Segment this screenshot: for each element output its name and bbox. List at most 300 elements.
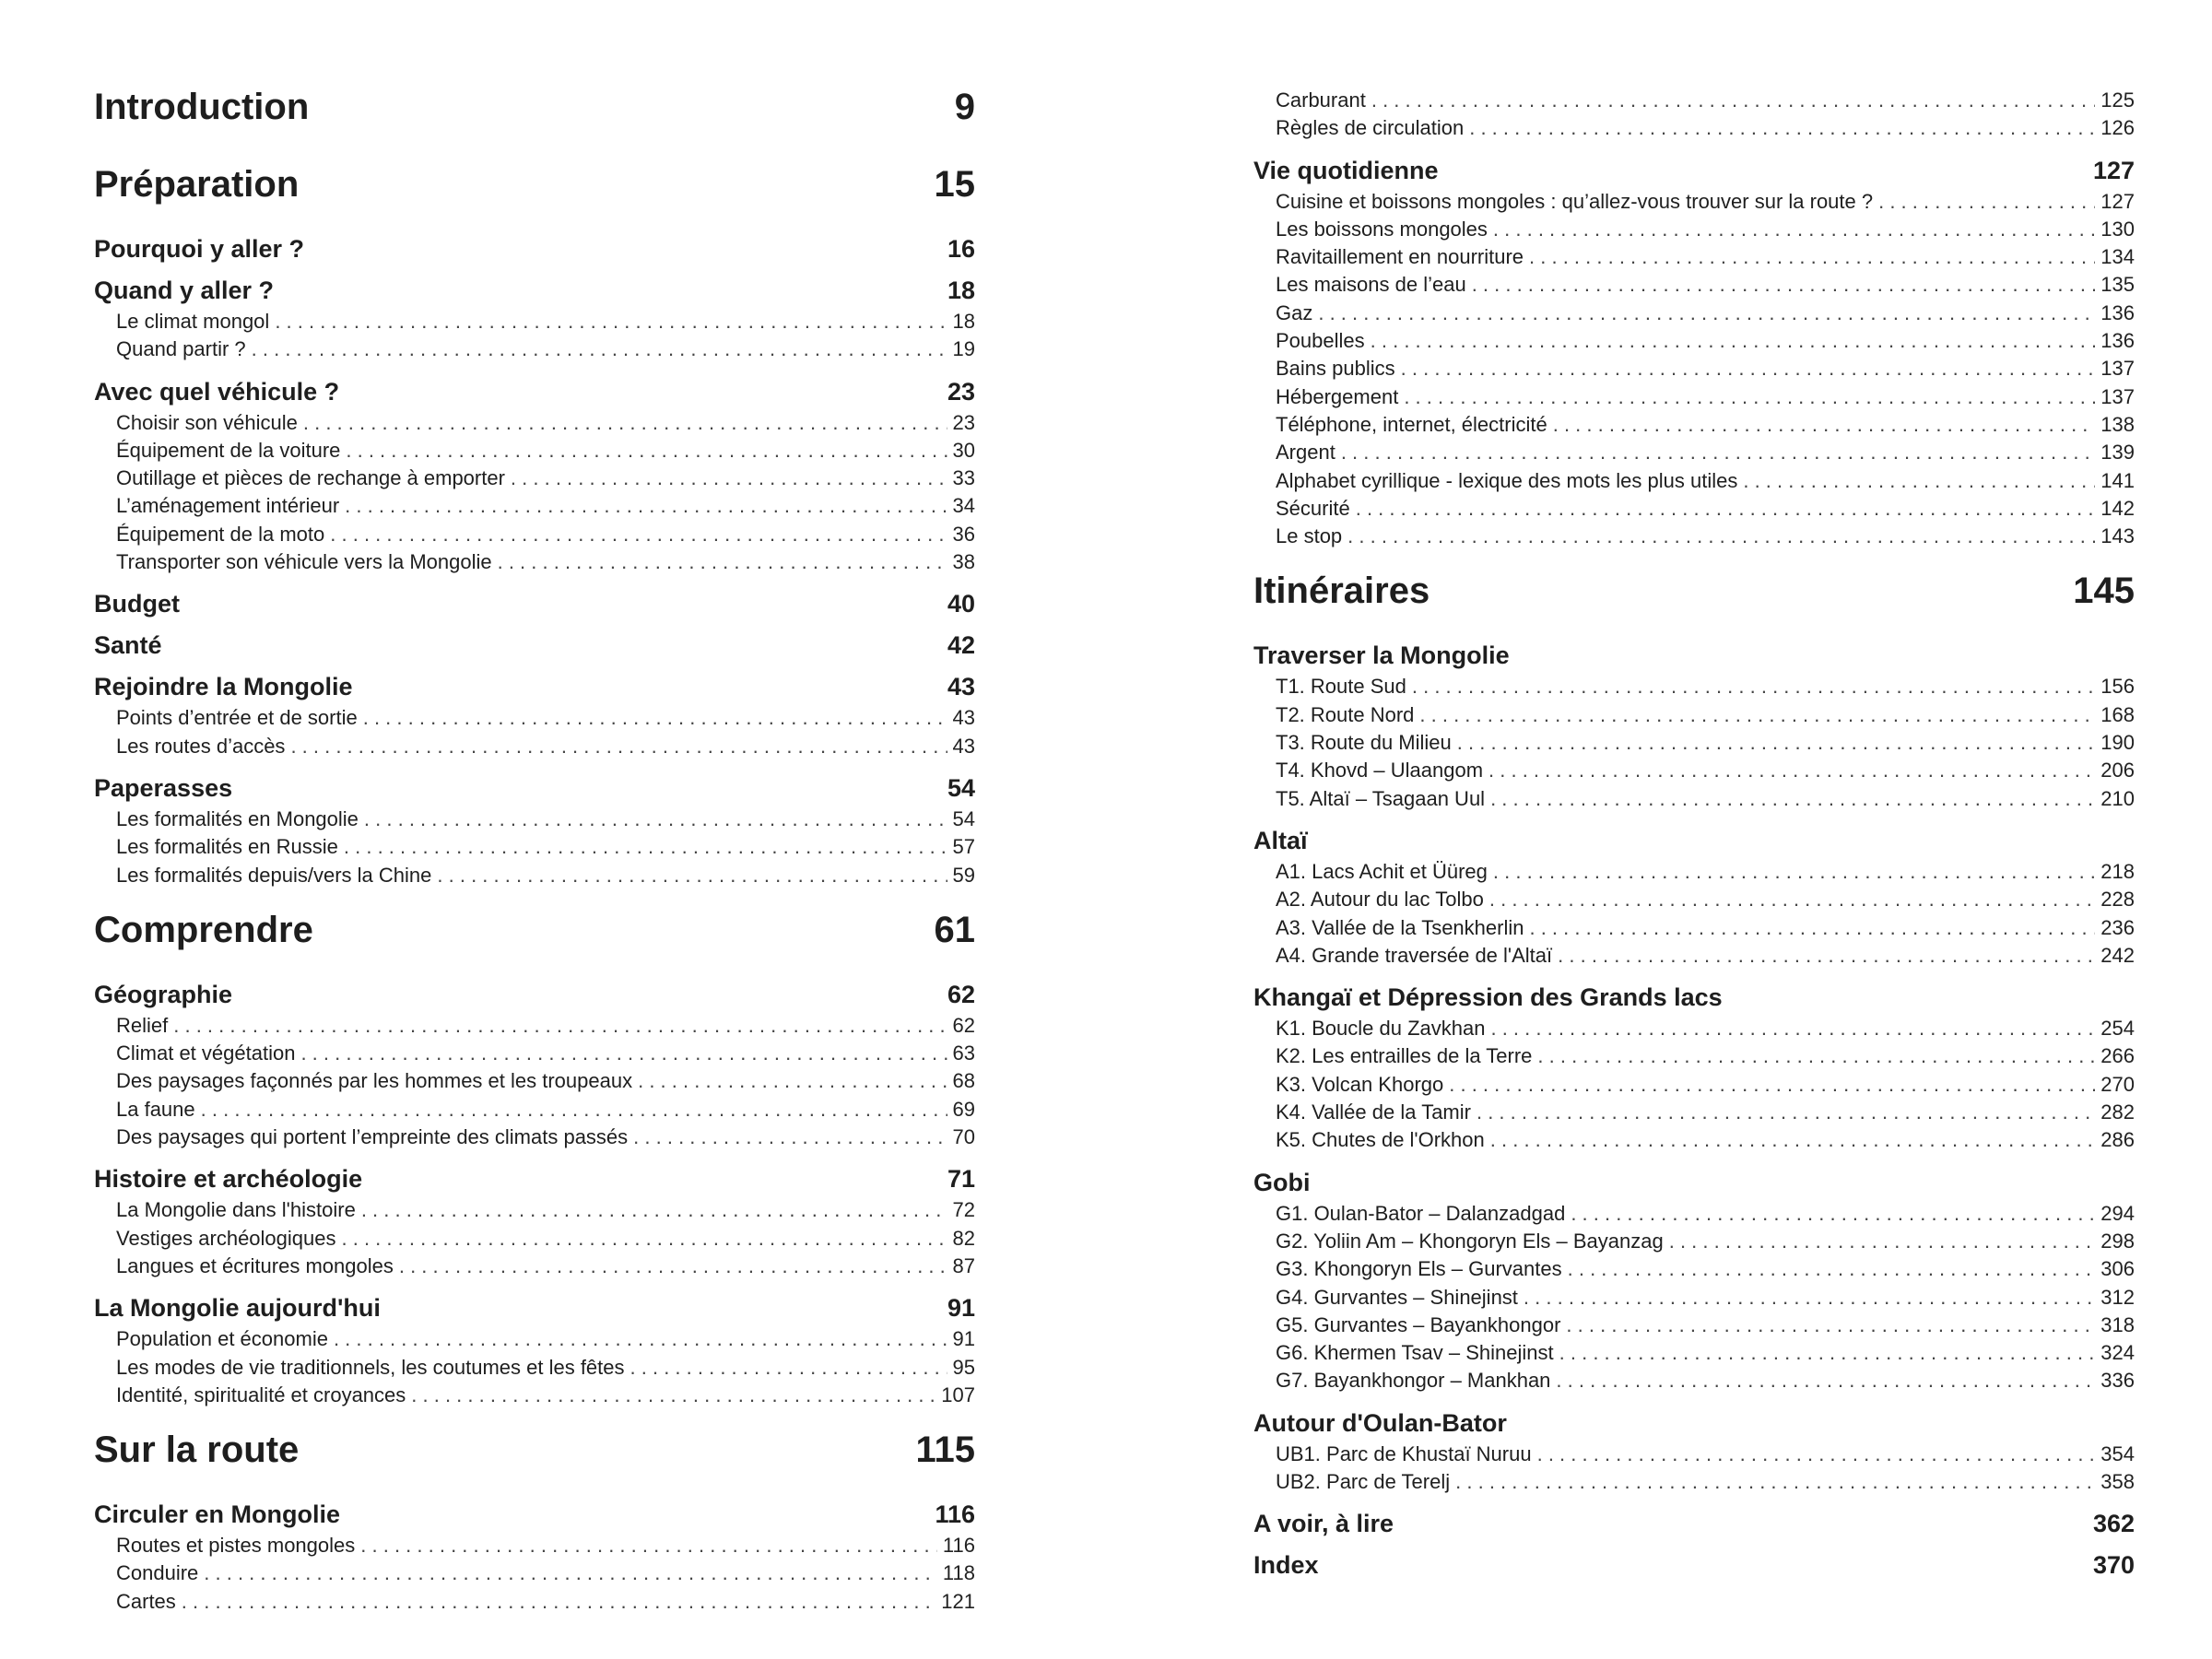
toc-entry-label: Poubelles	[1276, 329, 1365, 353]
dot-leader	[1477, 1100, 2095, 1124]
toc-page-number: 118	[942, 1561, 975, 1585]
toc-page-number: 145	[2073, 571, 2135, 612]
toc-entry-vestiges-archeologiques[interactable]	[94, 1227, 975, 1254]
toc-part-preparation[interactable]	[94, 149, 975, 221]
dot-leader	[201, 1098, 947, 1122]
toc-entry-g6-khermen-tsav-shinejinst[interactable]	[1253, 1341, 2135, 1369]
toc-entry-label: T1. Route Sud	[1276, 675, 1406, 699]
toc-entry-label: Vestiges archéologiques	[116, 1226, 336, 1250]
toc-entry-label: K2. Les entrailles de la Terre	[1276, 1044, 1533, 1068]
toc-entry-t4-khovd-ulaangom[interactable]	[1253, 759, 2135, 786]
toc-page-number: 242	[2100, 943, 2135, 967]
toc-page-number: 43	[952, 706, 975, 730]
toc-entry-t2-route-nord[interactable]	[1253, 703, 2135, 731]
toc-page-number: 125	[2100, 88, 2135, 112]
dot-leader	[1537, 1442, 2096, 1466]
dot-leader	[290, 735, 947, 759]
toc-entry-label: Équipement de la voiture	[116, 438, 341, 462]
dot-leader	[1490, 787, 2095, 811]
toc-chap-label: Index	[1253, 1551, 1319, 1580]
toc-entry-label: Cartes	[116, 1589, 176, 1613]
toc-entry-label: Points d’entrée et de sortie	[116, 706, 358, 730]
toc-page-number: 15	[934, 164, 975, 205]
dot-leader	[346, 439, 947, 463]
dot-leader	[344, 835, 947, 859]
toc-page-number: 168	[2100, 702, 2135, 726]
toc-entry-label: Relief	[116, 1013, 169, 1037]
toc-page-number: 116	[942, 1534, 975, 1558]
toc-entry-label: UB2. Parc de Terelj	[1276, 1469, 1451, 1493]
toc-entry-label: A1. Lacs Achit et Üüreg	[1276, 859, 1488, 883]
toc-entry-la-mongolie-dans-l-histoire[interactable]	[94, 1198, 975, 1226]
dot-leader	[1537, 1044, 2095, 1068]
toc-entry-label: Identité, spiritualité et croyances	[116, 1382, 406, 1406]
dot-leader	[498, 550, 947, 574]
toc-entry-label: Climat et végétation	[116, 1041, 296, 1065]
dot-leader	[1490, 1128, 2096, 1152]
toc-entry-les-formalites-depuis-vers-la-chine[interactable]	[94, 864, 975, 891]
dot-leader	[1356, 497, 2096, 521]
dot-leader	[1743, 469, 2095, 493]
toc-part-label: Sur la route	[94, 1430, 300, 1471]
dot-leader	[1488, 759, 2095, 782]
dot-leader	[182, 1590, 935, 1614]
dot-leader	[1524, 1286, 2095, 1310]
dot-leader	[334, 1327, 947, 1351]
toc-entry-gaz[interactable]	[1253, 301, 2135, 329]
toc-chap-quand-y-aller[interactable]	[94, 268, 975, 310]
toc-entry-k5-chutes-de-l-orkhon[interactable]	[1253, 1128, 2135, 1156]
toc-page-number: 23	[952, 410, 975, 434]
toc-page-number: 38	[952, 550, 975, 574]
toc-part-sur-la-route[interactable]	[94, 1415, 975, 1487]
dot-leader	[1529, 916, 2095, 940]
toc-chap-label: La Mongolie aujourd'hui	[94, 1294, 381, 1323]
toc-entry-label: Population et économie	[116, 1327, 328, 1351]
toc-page-number: 127	[2092, 156, 2135, 184]
toc-entry-les-modes-de-vie-traditionnels-les-coutu[interactable]	[94, 1356, 975, 1383]
dot-leader	[1568, 1257, 2096, 1281]
toc-page-number: 57	[952, 835, 975, 859]
toc-page-number: 136	[2100, 329, 2135, 353]
toc-page-number: 62	[952, 1013, 975, 1037]
toc-page-number: 135	[2100, 273, 2135, 297]
toc-chap-label: Géographie	[94, 980, 233, 1008]
toc-chap-label: Santé	[94, 631, 162, 660]
dot-leader	[511, 466, 947, 490]
toc-page-number: 142	[2100, 496, 2135, 520]
toc-chap-label: Khangaï et Dépression des Grands lacs	[1253, 983, 1723, 1012]
toc-chap-histoire-et-archeologie[interactable]	[94, 1157, 975, 1198]
dot-leader	[1559, 1341, 2096, 1365]
toc-page-number: 87	[952, 1253, 975, 1277]
toc-entry-t1-route-sud[interactable]	[1253, 675, 2135, 702]
toc-page-number: 294	[2100, 1201, 2135, 1225]
toc-page-number: 54	[947, 773, 975, 802]
dot-leader	[633, 1125, 947, 1149]
toc-page-number: 30	[952, 438, 975, 462]
toc-entry-label: G1. Oulan-Bator – Dalanzadgad	[1276, 1201, 1566, 1225]
toc-entry-label: Des paysages qui portent l’empreinte des climats passés	[116, 1125, 629, 1149]
dot-leader	[1371, 329, 2096, 353]
dot-leader	[361, 1198, 947, 1222]
toc-entry-t3-route-du-milieu[interactable]	[1253, 731, 2135, 759]
dot-leader	[1566, 1313, 2095, 1337]
toc-entry-k2-les-entrailles-de-la-terre[interactable]	[1253, 1044, 2135, 1072]
toc-entry-conduire[interactable]	[94, 1561, 975, 1589]
dot-leader	[1472, 273, 2096, 297]
dot-leader	[342, 1227, 947, 1251]
dot-leader	[300, 1041, 947, 1065]
toc-page-number: 210	[2100, 786, 2135, 810]
dot-leader	[1878, 190, 2095, 214]
toc-page-number: 136	[2100, 300, 2135, 324]
dot-leader	[1529, 245, 2095, 269]
toc-chap-label: Pourquoi y aller ?	[94, 235, 305, 263]
toc-page-number: 318	[2100, 1312, 2135, 1336]
toc-page-number: 72	[952, 1198, 975, 1222]
toc-entry-les-maisons-de-l-eau[interactable]	[1253, 273, 2135, 300]
toc-entry-label: Conduire	[116, 1561, 199, 1585]
toc-chap-label: Traverser la Mongolie	[1253, 641, 1510, 670]
toc-entry-regles-de-circulation[interactable]	[1253, 116, 2135, 144]
toc-entry-label: Choisir son véhicule	[116, 410, 298, 434]
toc-entry-g7-bayankhongor-mankhan[interactable]	[1253, 1369, 2135, 1396]
toc-entry-label: Équipement de la moto	[116, 522, 325, 546]
toc-entry-g3-khongoryn-els-gurvantes[interactable]	[1253, 1257, 2135, 1285]
toc-chap-traverser-la-mongolie[interactable]	[1253, 633, 2135, 675]
toc-right-column	[1253, 88, 2135, 1584]
toc-chap-label: Gobi	[1253, 1168, 1311, 1196]
dot-leader	[1457, 731, 2096, 755]
dot-leader	[1347, 524, 2095, 548]
toc-part-introduction[interactable]	[94, 72, 975, 144]
toc-entry-points-d-entree-et-de-sortie[interactable]	[94, 706, 975, 734]
toc-chap-geographie[interactable]	[94, 972, 975, 1014]
toc-page-number: 206	[2100, 759, 2135, 782]
toc-page-number: 254	[2100, 1017, 2135, 1041]
toc-chap-label: Paperasses	[94, 773, 233, 802]
toc-page-number: 68	[952, 1069, 975, 1093]
toc-entry-label: K4. Vallée de la Tamir	[1276, 1100, 1471, 1124]
toc-chap-label: Budget	[94, 590, 180, 618]
toc-entry-poubelles[interactable]	[1253, 329, 2135, 357]
toc-entry-label: L’aménagement intérieur	[116, 494, 340, 518]
toc-page-number: 62	[947, 980, 975, 1008]
dot-leader	[173, 1014, 947, 1038]
toc-entry-label: G3. Khongoryn Els – Gurvantes	[1276, 1257, 1562, 1281]
toc-entry-argent[interactable]	[1253, 441, 2135, 468]
toc-entry-alphabet-cyrillique-lexique-des-mots-les[interactable]	[1253, 469, 2135, 497]
toc-page-number: 36	[952, 522, 975, 546]
toc-entry-bains-publics[interactable]	[1253, 357, 2135, 384]
toc-part-label: Introduction	[94, 87, 310, 127]
toc-entry-le-stop[interactable]	[1253, 524, 2135, 552]
dot-leader	[1553, 413, 2096, 437]
toc-page-number: 61	[934, 909, 975, 950]
toc-entry-les-boissons-mongoles[interactable]	[1253, 218, 2135, 245]
toc-page-number: 324	[2100, 1341, 2135, 1365]
dot-leader	[1341, 441, 2095, 465]
toc-page-number: 69	[952, 1097, 975, 1121]
toc-chap-label: Histoire et archéologie	[94, 1165, 363, 1194]
toc-entry-population-et-economie[interactable]	[94, 1327, 975, 1355]
toc-page-number: 18	[952, 310, 975, 333]
toc-entry-relief[interactable]	[94, 1014, 975, 1041]
toc-entry-outillage-et-pieces-de-rechange-a-emport[interactable]	[94, 466, 975, 494]
toc-entry-choisir-son-vehicule[interactable]	[94, 411, 975, 439]
toc-page-number: 336	[2100, 1369, 2135, 1393]
toc-entry-routes-et-pistes-mongoles[interactable]	[94, 1534, 975, 1561]
toc-entry-k4-vallee-de-la-tamir[interactable]	[1253, 1100, 2135, 1128]
toc-chap-a-voir-a-lire[interactable]	[1253, 1501, 2135, 1543]
dot-leader	[1449, 1073, 2095, 1097]
toc-page-number: 63	[952, 1041, 975, 1065]
dot-leader	[1490, 1017, 2095, 1041]
toc-entry-a2-autour-du-lac-tolbo[interactable]	[1253, 888, 2135, 915]
toc-page-number: 270	[2100, 1072, 2135, 1096]
toc-chap-vie-quotidienne[interactable]	[1253, 148, 2135, 190]
toc-chap-label: Quand y aller ?	[94, 276, 275, 304]
toc-page-number: 34	[952, 494, 975, 518]
toc-entry-label: Argent	[1276, 441, 1335, 465]
dot-leader	[411, 1383, 935, 1407]
toc-entry-l-amenagement-interieur[interactable]	[94, 494, 975, 522]
toc-chap-circuler-en-mongolie[interactable]	[94, 1492, 975, 1534]
toc-entry-k1-boucle-du-zavkhan[interactable]	[1253, 1017, 2135, 1044]
toc-entry-label: La Mongolie dans l'histoire	[116, 1198, 356, 1222]
toc-entry-label: K3. Volcan Khorgo	[1276, 1072, 1444, 1096]
toc-entry-hebergement[interactable]	[1253, 385, 2135, 413]
toc-entry-label: Des paysages façonnés par les hommes et les troupeaux	[116, 1069, 633, 1093]
toc-entry-climat-et-vegetation[interactable]	[94, 1041, 975, 1069]
toc-entry-ub2-parc-de-terelj[interactable]	[1253, 1470, 2135, 1498]
toc-entry-label: K5. Chutes de l'Orkhon	[1276, 1128, 1485, 1152]
dot-leader	[360, 1534, 937, 1558]
toc-left-column	[94, 72, 975, 1618]
toc-chap-label: Rejoindre la Mongolie	[94, 673, 353, 701]
dot-leader	[204, 1561, 937, 1585]
toc-entry-les-formalites-en-russie[interactable]	[94, 835, 975, 863]
toc-entry-label: Bains publics	[1276, 357, 1395, 381]
toc-part-label: Préparation	[94, 164, 300, 205]
toc-chap-avec-quel-vehicule[interactable]	[94, 370, 975, 411]
toc-entry-label: K1. Boucle du Zavkhan	[1276, 1017, 1486, 1041]
toc-entry-label: Règles de circulation	[1276, 116, 1465, 140]
dot-leader	[437, 864, 947, 888]
toc-page-number: 43	[947, 673, 975, 701]
toc-chap-la-mongolie-aujourd-hui[interactable]	[94, 1286, 975, 1327]
toc-chap-sante[interactable]	[94, 623, 975, 665]
toc-entry-quand-partir[interactable]	[94, 337, 975, 365]
dot-leader	[1556, 1369, 2095, 1393]
toc-entry-cartes[interactable]	[94, 1590, 975, 1618]
toc-entry-g1-oulan-bator-dalanzadgad[interactable]	[1253, 1202, 2135, 1230]
toc-chap-pourquoi-y-aller[interactable]	[94, 227, 975, 268]
toc-page-number: 139	[2100, 441, 2135, 465]
toc-entry-label: A4. Grande traversée de l'Altaï	[1276, 943, 1553, 967]
toc-entry-carburant[interactable]	[1253, 88, 2135, 116]
toc-page-number: 130	[2100, 217, 2135, 241]
toc-page-number: 107	[941, 1382, 975, 1406]
dot-leader	[1318, 301, 2095, 325]
toc-entry-des-paysages-qui-portent-l-empreinte-des[interactable]	[94, 1125, 975, 1153]
toc-page-number: 141	[2100, 468, 2135, 492]
dot-leader	[1371, 88, 2095, 112]
toc-page-number: 16	[947, 235, 975, 263]
toc-page-number: 54	[952, 806, 975, 830]
toc-entry-label: A2. Autour du lac Tolbo	[1276, 888, 1484, 912]
toc-entry-a3-vallee-de-la-tsenkherlin[interactable]	[1253, 916, 2135, 944]
dot-leader	[399, 1254, 947, 1278]
toc-entry-a1-lacs-achit-et-uureg[interactable]	[1253, 860, 2135, 888]
toc-chap-gobi[interactable]	[1253, 1160, 2135, 1202]
toc-page-number: 236	[2100, 915, 2135, 939]
toc-entry-equipement-de-la-voiture[interactable]	[94, 439, 975, 466]
toc-entry-label: Les formalités en Mongolie	[116, 806, 359, 830]
toc-entry-label: G5. Gurvantes – Bayankhongor	[1276, 1312, 1561, 1336]
toc-entry-ravitaillement-en-nourriture[interactable]	[1253, 245, 2135, 273]
toc-entry-securite[interactable]	[1253, 497, 2135, 524]
toc-entry-g5-gurvantes-bayankhongor[interactable]	[1253, 1313, 2135, 1341]
toc-entry-transporter-son-vehicule-vers-la-mongoli[interactable]	[94, 550, 975, 578]
toc-page-number: 95	[952, 1355, 975, 1379]
toc-entry-label: T3. Route du Milieu	[1276, 731, 1452, 755]
toc-chap-khangai-et-depression-des-grands-lacs[interactable]	[1253, 975, 2135, 1017]
dot-leader	[630, 1356, 947, 1380]
toc-entry-label: Routes et pistes mongoles	[116, 1534, 356, 1558]
toc-entry-ub1-parc-de-khustai-nuruu[interactable]	[1253, 1442, 2135, 1470]
toc-page-number: 306	[2100, 1257, 2135, 1281]
toc-page-number: 43	[952, 734, 975, 758]
toc-entry-la-faune[interactable]	[94, 1098, 975, 1125]
dot-leader	[1571, 1202, 2095, 1226]
toc-entry-label: G6. Khermen Tsav – Shinejinst	[1276, 1341, 1554, 1365]
dot-leader	[1493, 218, 2095, 241]
toc-page-number: 282	[2100, 1100, 2135, 1124]
toc-page-number: 312	[2100, 1285, 2135, 1309]
toc-page-number: 59	[952, 863, 975, 887]
toc-entry-g4-gurvantes-shinejinst[interactable]	[1253, 1286, 2135, 1313]
toc-entry-label: G2. Yoliin Am – Khongoryn Els – Bayanzag	[1276, 1229, 1664, 1253]
toc-entry-label: Le climat mongol	[116, 310, 270, 333]
toc-chap-altai[interactable]	[1253, 818, 2135, 860]
toc-page-number: 115	[915, 1430, 975, 1471]
toc-chap-index[interactable]	[1253, 1543, 2135, 1584]
toc-chap-budget[interactable]	[94, 582, 975, 623]
toc-page-number: 218	[2100, 859, 2135, 883]
toc-chap-label: A voir, à lire	[1253, 1510, 1394, 1538]
dot-leader	[1419, 703, 2095, 727]
toc-page-number: 190	[2100, 731, 2135, 755]
toc-entry-les-formalites-en-mongolie[interactable]	[94, 807, 975, 835]
toc-chap-paperasses[interactable]	[94, 766, 975, 807]
toc-chap-autour-d-oulan-bator[interactable]	[1253, 1401, 2135, 1442]
toc-entry-label: Ravitaillement en nourriture	[1276, 245, 1524, 269]
toc-page-number: 70	[952, 1125, 975, 1149]
toc-entry-label: La faune	[116, 1097, 195, 1121]
dot-leader	[363, 706, 947, 730]
toc-page-number: 137	[2100, 357, 2135, 381]
dot-leader	[303, 411, 947, 435]
toc-part-comprendre[interactable]	[94, 895, 975, 967]
toc-entry-label: Les formalités en Russie	[116, 835, 338, 859]
toc-part-label: Comprendre	[94, 909, 313, 950]
toc-entry-cuisine-et-boissons-mongoles-qu-allez-vo[interactable]	[1253, 190, 2135, 218]
toc-entry-label: Outillage et pièces de rechange à emporter	[116, 466, 505, 490]
toc-page-number: 71	[947, 1165, 975, 1194]
toc-page-number: 143	[2100, 524, 2135, 548]
toc-page-number: 156	[2100, 675, 2135, 699]
toc-page-number: 126	[2100, 116, 2135, 140]
toc-page-number: 9	[954, 87, 975, 127]
toc-page-number: 228	[2100, 888, 2135, 912]
dot-leader	[1404, 385, 2095, 409]
toc-entry-des-paysages-faconnes-par-les-hommes-et-[interactable]	[94, 1069, 975, 1097]
toc-page-number: 116	[935, 1500, 975, 1529]
toc-entry-les-routes-d-acces[interactable]	[94, 735, 975, 762]
toc-entry-langues-et-ecritures-mongoles[interactable]	[94, 1254, 975, 1282]
dot-leader	[1493, 860, 2095, 884]
toc-entry-label: UB1. Parc de Khustaï Nuruu	[1276, 1441, 1532, 1465]
toc-chap-rejoindre-la-mongolie[interactable]	[94, 665, 975, 706]
dot-leader	[1455, 1470, 2095, 1494]
toc-entry-k3-volcan-khorgo[interactable]	[1253, 1073, 2135, 1100]
dot-leader	[275, 310, 947, 334]
toc-page-number: 42	[947, 631, 975, 660]
toc-entry-label: T4. Khovd – Ulaangom	[1276, 759, 1484, 782]
toc-entry-t5-altai-tsagaan-uul[interactable]	[1253, 787, 2135, 815]
dot-leader	[1469, 116, 2095, 140]
toc-entry-g2-yoliin-am-khongoryn-els-bayanzag[interactable]	[1253, 1230, 2135, 1257]
toc-entry-label: T2. Route Nord	[1276, 702, 1415, 726]
dot-leader	[330, 523, 947, 547]
toc-entry-label: T5. Altaï – Tsagaan Uul	[1276, 786, 1486, 810]
toc-entry-label: Carburant	[1276, 88, 1366, 112]
toc-entry-a4-grande-traversee-de-l-altai[interactable]	[1253, 944, 2135, 971]
toc-page-number: 18	[947, 276, 975, 304]
toc-entry-label: Cuisine et boissons mongoles : qu’allez-vous trouver sur la route ?	[1276, 189, 1874, 213]
toc-page-number: 82	[952, 1226, 975, 1250]
dot-leader	[364, 807, 947, 831]
toc-page-number: 40	[947, 590, 975, 618]
toc-page-number: 134	[2100, 245, 2135, 269]
toc-entry-label: Les boissons mongoles	[1276, 217, 1488, 241]
toc-page-number: 354	[2100, 1441, 2135, 1465]
toc-chap-label: Vie quotidienne	[1253, 156, 1439, 184]
toc-chap-label: Circuler en Mongolie	[94, 1500, 341, 1529]
toc-chap-label: Autour d'Oulan-Bator	[1253, 1408, 1507, 1437]
dot-leader	[1558, 944, 2095, 968]
toc-entry-telephone-internet-electricite[interactable]	[1253, 413, 2135, 441]
toc-entry-label: G4. Gurvantes – Shinejinst	[1276, 1285, 1518, 1309]
toc-page-number: 286	[2100, 1128, 2135, 1152]
toc-part-itineraires[interactable]	[1253, 556, 2135, 628]
toc-entry-label: Les formalités depuis/vers la Chine	[116, 863, 432, 887]
toc-page-number: 127	[2100, 189, 2135, 213]
toc-entry-label: Les maisons de l’eau	[1276, 273, 1466, 297]
toc-entry-identite-spiritualite-et-croyances[interactable]	[94, 1383, 975, 1411]
toc-entry-label: Les modes de vie traditionnels, les coutumes et les fêtes	[116, 1355, 625, 1379]
toc-entry-label: G7. Bayankhongor – Mankhan	[1276, 1369, 1551, 1393]
toc-entry-equipement-de-la-moto[interactable]	[94, 523, 975, 550]
toc-entry-le-climat-mongol[interactable]	[94, 310, 975, 337]
toc-entry-label: Langues et écritures mongoles	[116, 1253, 394, 1277]
toc-entry-label: Gaz	[1276, 300, 1313, 324]
dot-leader	[1412, 675, 2095, 699]
dot-leader	[638, 1069, 947, 1093]
toc-chap-label: Avec quel véhicule ?	[94, 377, 340, 406]
